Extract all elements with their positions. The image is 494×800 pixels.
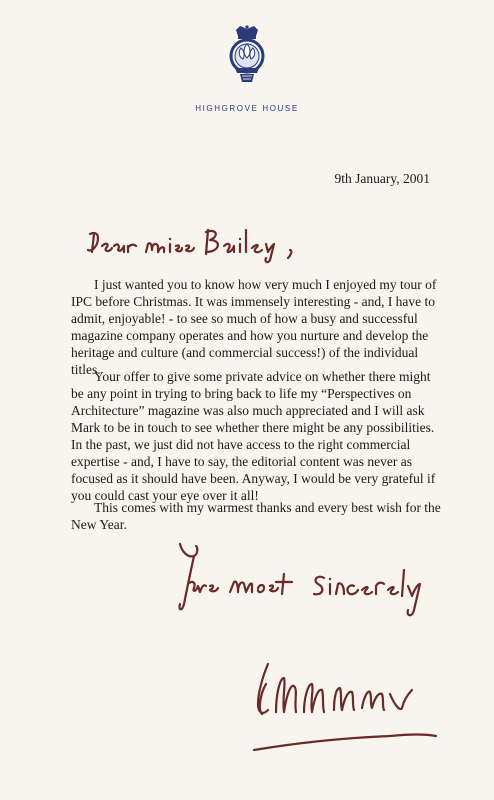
handwritten-salutation (84, 224, 324, 264)
handwritten-signature (250, 654, 440, 762)
handwritten-closing (168, 540, 444, 636)
paragraph-3: This comes with my warmest thanks and every best wish for the New Year. (71, 500, 441, 532)
prince-of-wales-crest-icon (226, 24, 268, 86)
letter-date: 9th January, 2001 (334, 171, 430, 186)
letterhead-title: HIGHGROVE HOUSE (195, 104, 299, 113)
paragraph-2: Your offer to give some private advice on whether there might be any point in trying to bring back to life my “Perspectives on Architecture” magazine was also much appreciated and I will ask Mark to be in touch to see whether there might be any possibilities. In the past, we just did not have access to the right commercial expertise - and, I have to say, the editorial content was never as focused as it should have been. Anyway, I would be very grateful if you could cast your eye over it all! (71, 369, 436, 503)
paragraph-1: I just wanted you to know how very much I enjoyed my tour of IPC before Christmas. It was immensely interesting - and, I have to admit, enjoyable! - to see so much of how a busy and successful magazine company operates and how you nurture and develop the heritage and culture (and commercial success!) of the individual titles. (71, 277, 437, 377)
